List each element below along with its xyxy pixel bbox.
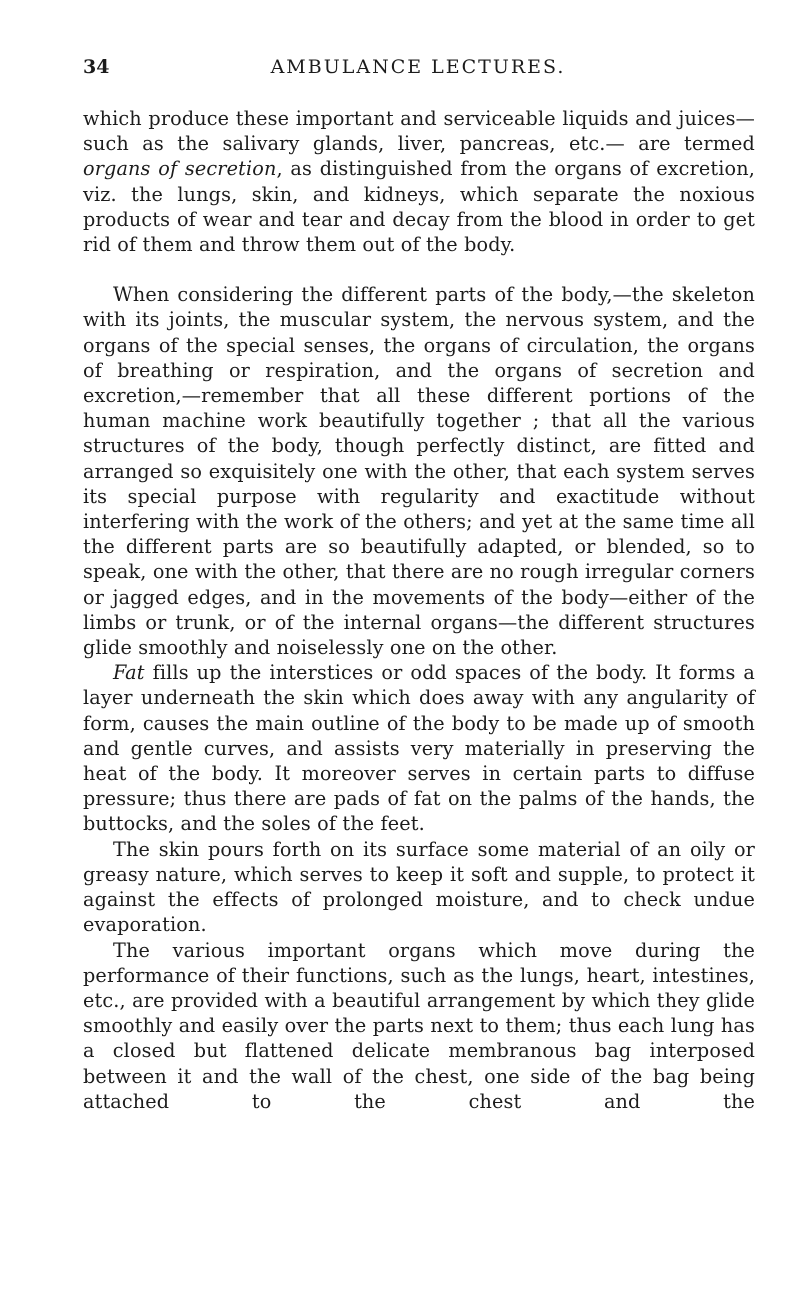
text-segment: The skin pours forth on its surface some material of an oily or greasy nature, which serves to keep it soft and supple, to protect it against the effects of prolonged moisture, and to check undue evaporation. bbox=[83, 837, 755, 937]
paragraph-1 bbox=[83, 106, 755, 257]
paragraph-5 bbox=[83, 938, 755, 1114]
italic-term-fat: Fat bbox=[113, 661, 145, 685]
body-text bbox=[83, 106, 755, 1114]
text-segment: , as distinguished from the organs of excretion, viz. the lungs, skin, and kidneys, which separate the noxious products of wear and tear and decay from the blood in order to get rid of them and throw them out of the body. bbox=[83, 157, 756, 257]
header-title: AMBULANCE LECTURES. bbox=[270, 56, 566, 78]
running-head bbox=[83, 56, 753, 84]
page-number: 34 bbox=[83, 56, 110, 78]
text-segment: which produce these important and serviceable liquids and juices—such as the salivary glands, liver, pancreas, etc.— are termed bbox=[83, 107, 755, 156]
text-segment: fills up the interstices or odd spaces of the body. It forms a layer underneath the skin which does away with any angularity of form, causes the main outline of the body to be made up of smooth and gentle curves, and assists very materially in preserving the heat of the body. It moreover serves in certain parts to diffuse pressure; thus there are pads of fat on the palms of the hands, the buttocks, and the soles of the feet. bbox=[83, 661, 755, 836]
text-segment: The various important organs which move during the performance of their functions, such as the lungs, heart, intestines, etc., are provided with a beautiful arrangement by which they glide smoothly and easily over the parts next to them; thus each lung has a closed but flattened delicate membranous bag interposed between it and the wall of the chest, one side of the bag being attached to the chest and the bbox=[83, 938, 755, 1113]
text-segment: When considering the different parts of the body,—the skeleton with its joints, the muscular system, the nervous system, and the organs of the special senses, the organs of circulation, the organs of breathing or respiration, and the organs of secretion and excretion,—remember that all these different portions of the human machine work beautifully together ; that all the various structures of the body, though perfectly distinct, are fitted and arranged so exquisitely one with the other, that each system serves its special purpose with regularity and exactitude without interfering with the work of the others; and yet at the same time all the different parts are so beautifully adapted, or blended, so to speak, one with the other, that there are no rough irregular corners or jagged edges, and in the movements of the body—either of the limbs or trunk, or of the internal organs—the different structures glide smoothly and noiselessly one on the other. bbox=[83, 283, 755, 660]
paragraph-3 bbox=[83, 660, 755, 836]
italic-term-organs-of-secretion: organs of secretion bbox=[83, 157, 277, 181]
paragraph-2 bbox=[83, 282, 755, 660]
paragraph-4 bbox=[83, 837, 755, 938]
